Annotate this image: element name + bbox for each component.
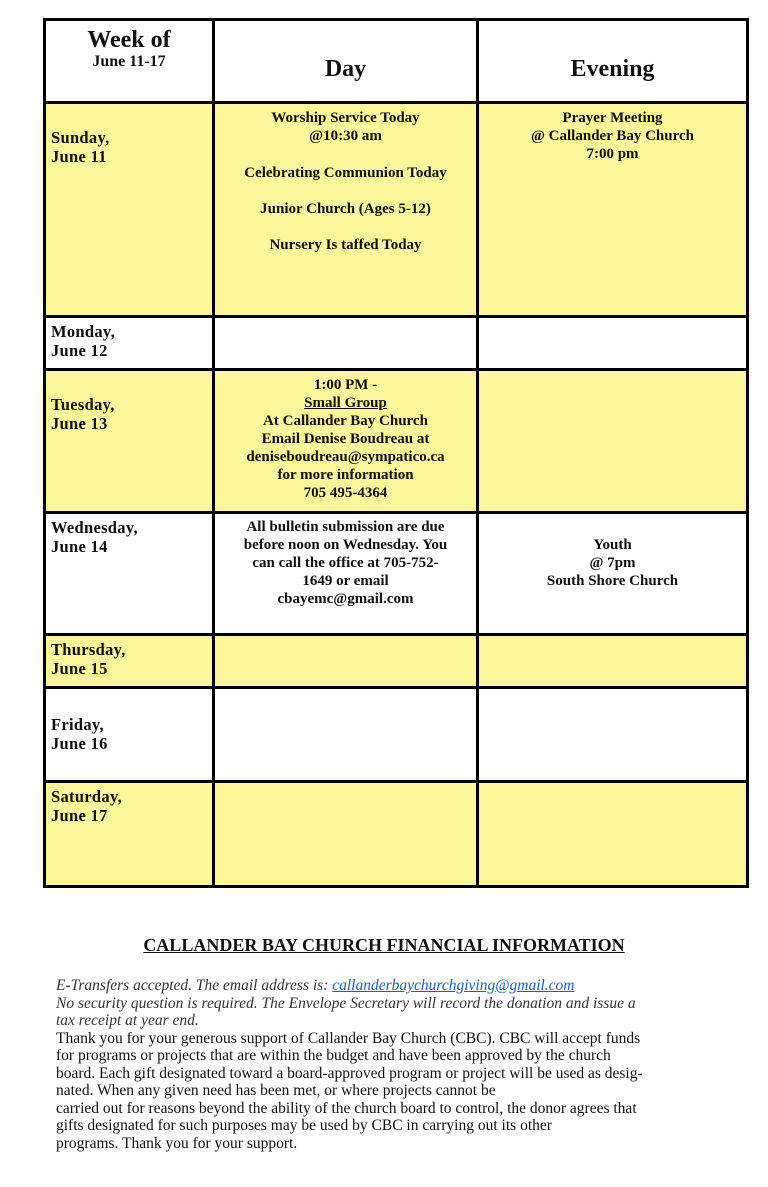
etransfer-note: tax receipt at year end. [56, 1012, 199, 1029]
day-date: June 14 [51, 537, 108, 556]
day-name: Saturday, [51, 787, 123, 806]
body-line: for programs or projects that are within the budget and have been approved by the church [56, 1047, 611, 1064]
event-line: At Callander Bay Church [263, 413, 428, 429]
day-events [212, 371, 476, 511]
event-line: Nursery Is taffed Today [269, 237, 422, 253]
day-label [46, 104, 212, 315]
event-title: Small Group [304, 395, 387, 411]
day-events [212, 783, 476, 885]
event-line: Email Denise Boudreau at [261, 431, 430, 447]
sunday-row [46, 101, 746, 315]
day-name: Wednesday, [51, 518, 138, 537]
event-line: can call the office at 705-752- [252, 555, 439, 571]
day-events [212, 689, 476, 780]
monday-row [46, 315, 746, 368]
event-line: Prayer Meeting [562, 110, 663, 126]
day-label [46, 371, 212, 511]
day-events [212, 636, 476, 686]
day-name: Monday, [51, 322, 115, 341]
day-name: Sunday, [51, 128, 110, 147]
day-date: June 13 [51, 414, 108, 433]
day-name: Tuesday, [51, 395, 115, 414]
evening-events [476, 514, 746, 633]
evening-events [476, 318, 746, 368]
event-line: Youth [593, 537, 632, 553]
day-label [46, 783, 212, 885]
event-line: for more information [277, 467, 414, 483]
evening-events [476, 371, 746, 511]
day-name: Thursday, [51, 640, 126, 659]
etransfer-text: E-Transfers accepted. The email address is: [56, 977, 333, 994]
event-line: 7:00 pm [586, 146, 639, 162]
etransfer-line [56, 977, 736, 995]
body-line: nated. When any given need has been met, or where projects cannot be [56, 1082, 496, 1099]
event-line: Celebrating Communion Today [244, 165, 447, 181]
day-date: June 17 [51, 806, 108, 825]
event-line: @ 7pm [589, 555, 636, 571]
event-line: Junior Church (Ages 5-12) [260, 201, 431, 217]
evening-events [476, 104, 746, 315]
event-line: All bulletin submission are due [246, 519, 445, 535]
event-line: before noon on Wednesday. You [243, 537, 448, 553]
day-events [212, 104, 476, 315]
weekly-schedule-table [43, 18, 749, 888]
week-range: June 11-17 [92, 53, 166, 70]
tuesday-row [46, 368, 746, 511]
financial-info-body [56, 977, 736, 1152]
contact-email: deniseboudreau@sympatico.ca [246, 449, 445, 465]
evening-events [476, 783, 746, 885]
day-name: Friday, [51, 715, 104, 734]
day-date: June 16 [51, 734, 108, 753]
body-line: carried out for reasons beyond the ability of the church board to control, the donor agrees that [56, 1099, 637, 1117]
saturday-row [46, 780, 746, 885]
etransfer-note: No security question is required. The Envelope Secretary will record the donation and issue a [56, 994, 636, 1012]
body-line: board. Each gift designated toward a board-approved program or project will be used as desig- [56, 1064, 643, 1082]
event-line: @ Callander Bay Church [530, 128, 694, 144]
week-of-label: Week of [87, 27, 171, 53]
wednesday-row [46, 511, 746, 633]
day-events [212, 514, 476, 633]
contact-email: cbayemc@gmail.com [277, 591, 414, 607]
body-line: Thank you for your generous support of Callander Bay Church (CBC). CBC will accept funds [56, 1029, 641, 1047]
body-line: gifts designated for such purposes may be used by CBC in carrying out its other [56, 1117, 552, 1134]
day-label [46, 689, 212, 780]
header-row [46, 21, 746, 101]
day-date: June 12 [51, 341, 108, 360]
evening-column-header: Evening [476, 21, 746, 101]
day-date: June 11 [51, 147, 107, 166]
week-of-header [46, 21, 212, 101]
day-label [46, 514, 212, 633]
body-line: programs. Thank you for your support. [56, 1134, 298, 1152]
contact-phone: 705 495-4364 [303, 485, 388, 501]
financial-info-heading: CALLANDER BAY CHURCH FINANCIAL INFORMATION [143, 935, 625, 955]
day-column-header: Day [212, 21, 476, 101]
day-date: June 15 [51, 659, 108, 678]
day-label [46, 636, 212, 686]
giving-email-link[interactable]: callanderbaychurchgiving@gmail.com [332, 977, 575, 994]
event-line: 1:00 PM - [313, 377, 378, 393]
event-line: South Shore Church [546, 573, 679, 589]
day-label [46, 318, 212, 368]
event-line: Worship Service Today [271, 110, 420, 126]
evening-events [476, 689, 746, 780]
friday-row [46, 686, 746, 780]
event-line: 1649 or email [302, 573, 389, 589]
evening-events [476, 636, 746, 686]
day-events [212, 318, 476, 368]
thursday-row [46, 633, 746, 686]
event-line: @10:30 am [309, 128, 382, 144]
